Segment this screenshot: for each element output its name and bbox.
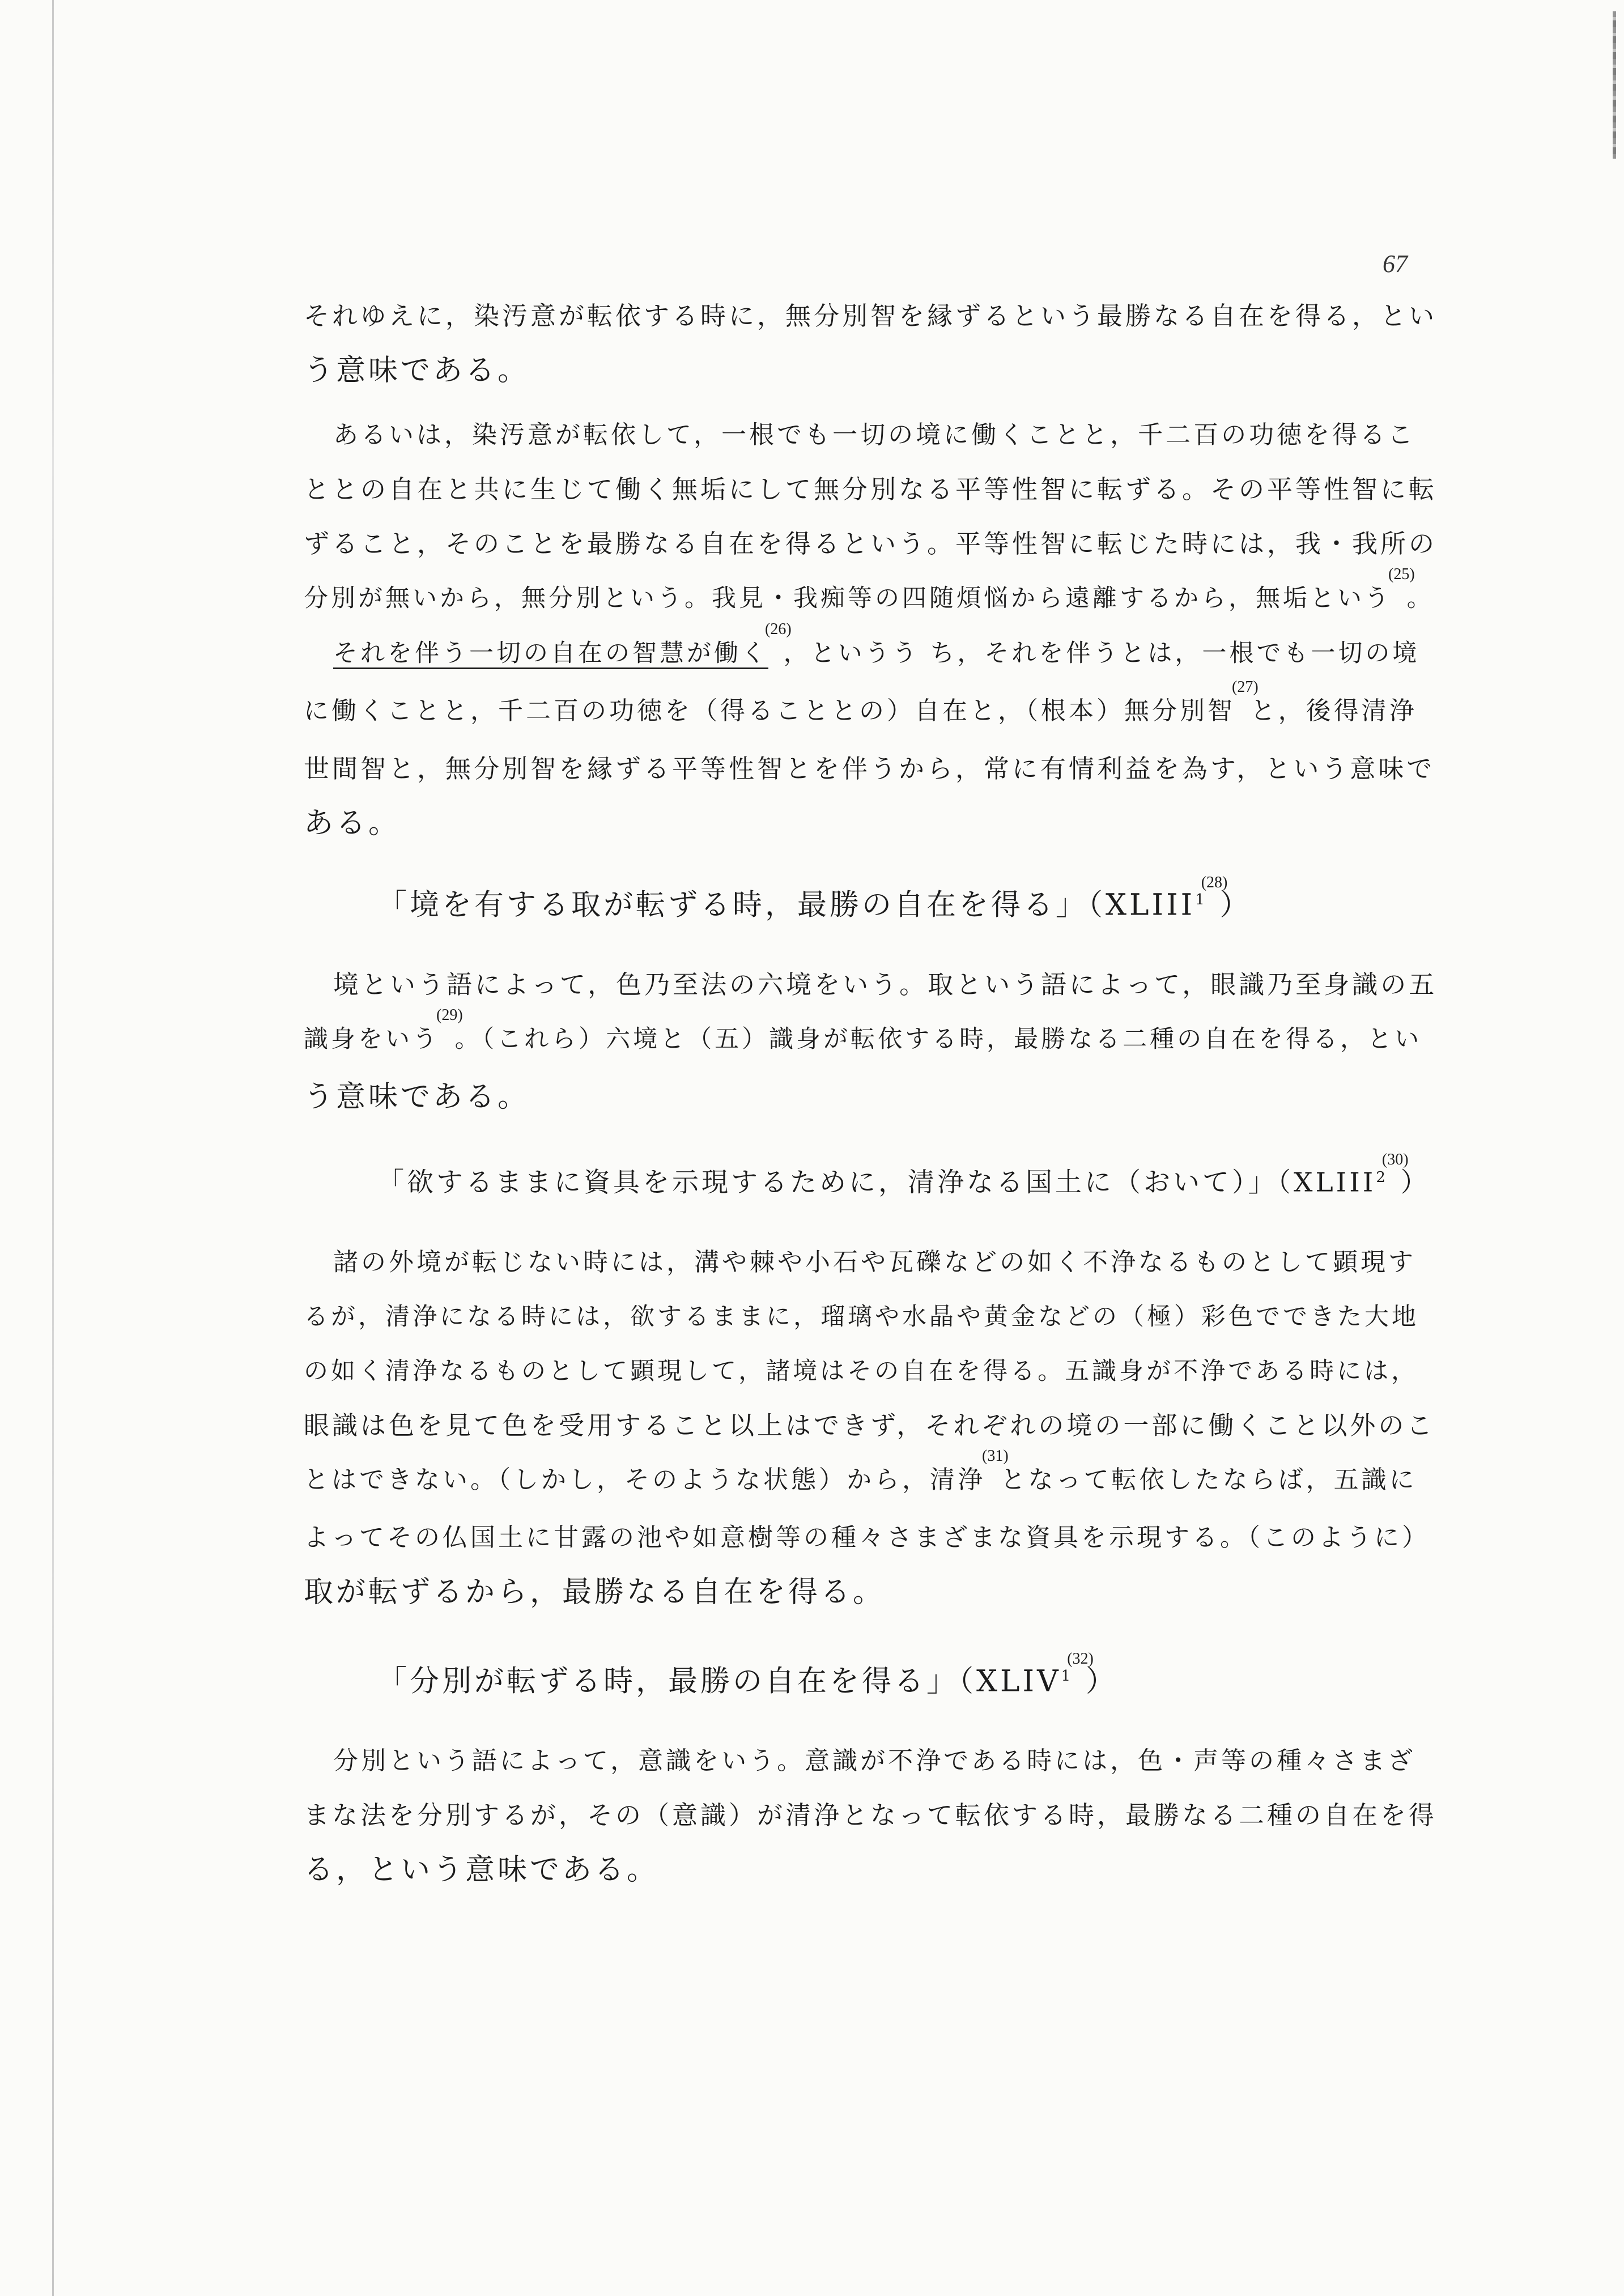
quote-line bbox=[304, 1649, 1437, 1714]
footnote-marker-30: (30) bbox=[1381, 1150, 1409, 1168]
verse-superscript: 1 bbox=[1061, 1668, 1071, 1685]
verse-quote-1 bbox=[304, 873, 1437, 937]
paragraph-3 bbox=[304, 620, 1437, 851]
quote-close: ） bbox=[1400, 1167, 1430, 1198]
paragraph-1 bbox=[304, 289, 1437, 398]
paragraph-line: 境という語によって，色乃至法の六境をいう。取という語によって，眼識乃至身識の五 bbox=[333, 970, 1438, 1000]
scan-binding-mark bbox=[1613, 11, 1616, 159]
paragraph-line: 眼識は色を見て色を受用すること以上はできず，それぞれの境の一部に働くこと以外のこ bbox=[304, 1410, 1435, 1440]
footnote-marker-31: (31) bbox=[982, 1447, 1009, 1465]
paragraph-line: ずること，そのことを最勝なる自在を得るという。平等性智に転じた時には，我・我所の bbox=[304, 529, 1438, 559]
footnote-marker-25: (25) bbox=[1388, 566, 1415, 583]
paragraph-line: それゆえに，染汚意が転依する時に，無分別智を縁ずるという最勝なる自在を得る，とい bbox=[304, 301, 1438, 331]
line-text: とはできない。（しかし，そのような状態）から，清浄 bbox=[304, 1465, 985, 1494]
footnote-marker-27: (27) bbox=[1232, 678, 1259, 696]
paragraph-5 bbox=[304, 1235, 1437, 1619]
paragraph-6 bbox=[304, 1734, 1437, 1897]
footnote-marker-29: (29) bbox=[436, 1006, 463, 1024]
paragraph-line: るが，清浄になる時には，欲するままに，瑠璃や水晶や黄金などの（極）彩色でできた大地 bbox=[304, 1303, 1419, 1331]
paragraph-line: よってその仏国土に甘露の池や如意樹等の種々さまざまな資具を示現する。（このように） bbox=[304, 1523, 1430, 1552]
verse-quote-3 bbox=[304, 1649, 1437, 1714]
paragraph-line: ある。 bbox=[304, 806, 401, 840]
quote-text: 「分別が転ずる時，最勝の自在を得る」（XLIV bbox=[377, 1664, 1061, 1699]
paragraph-line: る，という意味である。 bbox=[304, 1853, 660, 1887]
paragraph-2 bbox=[304, 408, 1437, 629]
footnote-marker-26: (26) bbox=[765, 620, 792, 638]
paragraph-line: あるいは，染汚意が転依して，一根でも一切の境に働くことと，千二百の功徳を得るこ bbox=[333, 420, 1416, 449]
footnote-marker-28: (28) bbox=[1201, 874, 1228, 892]
verse-superscript: 1 bbox=[1195, 891, 1205, 908]
paragraph-line bbox=[304, 1447, 1437, 1511]
paragraph-line: 諸の外境が転じない時には，溝や棘や小石や瓦礫などの如く不浄なるものとして顕現す bbox=[333, 1248, 1416, 1277]
line-text: と，後得清浄 bbox=[1250, 696, 1417, 725]
quote-text: 「境を有する取が転ずる時，最勝の自在を得る」（XLIII bbox=[377, 888, 1196, 922]
scan-page-edge-left bbox=[52, 0, 54, 2296]
paragraph-line bbox=[304, 1006, 1437, 1070]
page-number: 67 bbox=[1383, 250, 1408, 278]
footnote-marker-32: (32) bbox=[1067, 1650, 1094, 1668]
quote-text: 「欲するままに資具を示現するために，清浄なる国土に（おいて）」（XLIII bbox=[377, 1167, 1376, 1198]
paragraph-line bbox=[304, 678, 1437, 742]
line-text: 識身をいう bbox=[304, 1025, 440, 1053]
verse-superscript: 2 bbox=[1376, 1169, 1385, 1186]
line-text: 分別が無いから，無分別という。我見・我痴等の四随煩悩から遠離するから，無垢という bbox=[304, 584, 1392, 613]
line-text: に働くことと，千二百の功徳を（得ることとの）自在と，（根本）無分別智 bbox=[304, 696, 1235, 725]
paragraph-line: ととの自在と共に生じて働く無垢にして無分別なる平等性智に転ずる。その平等性智に転 bbox=[304, 474, 1438, 504]
quote-line bbox=[304, 873, 1437, 937]
verse-quote-2 bbox=[304, 1150, 1437, 1214]
paragraph-line: 分別という語によって，意識をいう。意識が不浄である時には，色・声等の種々さまざ bbox=[333, 1746, 1416, 1775]
paragraph-line: 取が転ずるから，最勝なる自在を得る。 bbox=[304, 1575, 886, 1609]
line-text: となって転依したならば，五識に bbox=[1000, 1465, 1417, 1494]
quote-close: ） bbox=[1085, 1664, 1118, 1699]
line-end: 。 bbox=[1406, 584, 1434, 613]
paragraph-line: まな法を分別するが，その（意識）が清浄となって転依する時，最勝なる二種の自在を得 bbox=[304, 1800, 1438, 1830]
paragraph-line: の如く清浄なるものとして顕現して，諸境はその自在を得る。五識身が不浄である時には， bbox=[304, 1357, 1419, 1385]
quote-close: ） bbox=[1219, 888, 1252, 922]
paragraph-4 bbox=[304, 958, 1437, 1124]
underlined-phrase: それを伴う一切の自在の智慧が働く bbox=[333, 639, 768, 669]
paragraph-line bbox=[304, 620, 1437, 684]
quote-line bbox=[304, 1150, 1437, 1214]
line-text: ，というう ち，それを伴うとは，一根でも一切の境 bbox=[783, 639, 1420, 667]
paragraph-line: う意味である。 bbox=[304, 1080, 530, 1114]
paragraph-line: う意味である。 bbox=[304, 354, 530, 388]
paragraph-line bbox=[304, 566, 1437, 629]
paragraph-line: 世間智と，無分別智を縁ずる平等性智とを伴うから，常に有情利益を為す，という意味で bbox=[304, 754, 1435, 784]
line-text: 。（これら）六境と（五）識身が転依する時，最勝なる二種の自在を得る，とい bbox=[454, 1025, 1422, 1053]
